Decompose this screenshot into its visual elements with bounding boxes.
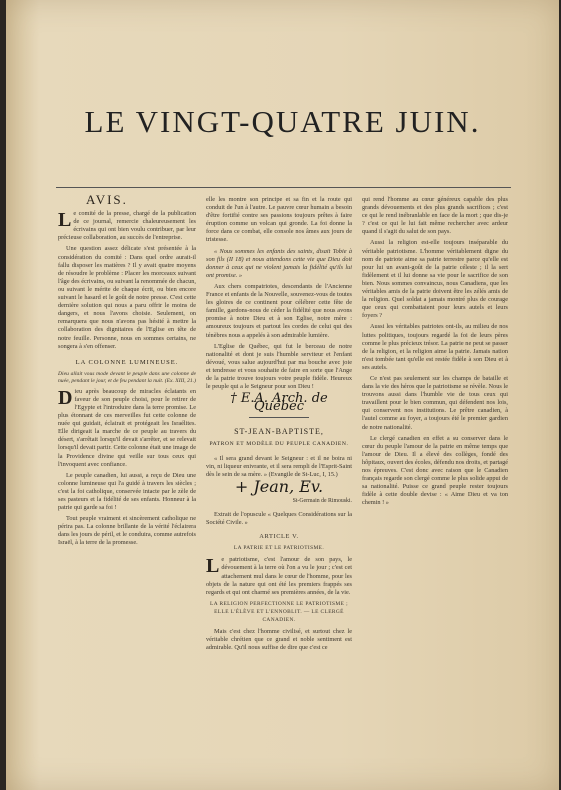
religion-subheading: LA RELIGION PERFECTIONNE LE PATRIOTISME ; ELLE L'ÉLÈVE ET L'ENNOBLIT. — LE CLERGÉ CANADIEN. <box>210 600 348 624</box>
article-subheading: LA PATRIE ET LE PATRIOTISME. <box>233 545 325 552</box>
avis-paragraph-1: Le comité de la presse, chargé de la publication de ce journal, remercie chaleureusement les écrivains qui ont bien voulu contribuer, par leur précieuse collaboration, au succès de l'entreprise. <box>58 209 196 242</box>
patrie-paragraph-2: Mais c'est chez l'homme civilisé, et surtout chez le véritable chrétien que ce grand et noble sentiment est admirable. Qu'il nous suffise de dire que c'est ce <box>206 628 352 652</box>
section-heading-colonne: LA COLONNE LUMINEUSE. <box>75 358 179 366</box>
colonne-paragraph-3: Tout peuple vraiment et sincèrement catholique ne périra pas. La colonne brillante de la vérité l'éclairera dans les jours de péril, et le conduira, comme autrefois Israël, à la terre de la promesse. <box>58 515 196 547</box>
page-title: LE VINGT-QUATRE JUIN. <box>84 104 481 139</box>
middle-quote: « Nous sommes les enfants des saints, disait Tobie à son fils (II 18) et nous attendons cette vie que Dieu doit donner à ceux qui ne violent jamais la fidélité qu'ils lui ont promise. » <box>206 247 352 279</box>
drop-cap: L <box>58 209 72 232</box>
article-title-st-jean: ST-JEAN-BAPTISTE, <box>234 427 324 437</box>
article-heading: ARTICLE V. <box>259 533 299 541</box>
patrie-paragraph-1: Le patriotisme, c'est l'amour de son pays, le dévouement à la terre où l'on a vu le jour ; c'est cet attachement mul dans le cœur de l'homme, pour les objets de la nature qui ont été les premiers frappés ses regards et qui ont charmé ses premières années, de la vie. <box>206 555 352 596</box>
middle-paragraph-1: Aux chers compatriotes, descendants de l'Ancienne France et enfants de la Nouvelle, souvenez-vous de toutes les gloires de ce continent pour célébrer cette fête de famille, gardons-nous de céder la fidélité que nous avons promise à notre Dieu et à son Eglise, notre mère : amoureux toujours et partout les cordes de celui qui des ténèbres nous a appelés à son admirable lumière. <box>206 282 353 339</box>
signature-archbishop: † E.A. Arch. de Québec <box>230 391 328 415</box>
epigraph: Dieu allait vous mode devant le peuple dans une colonne de nuée, pendant le jour, et de feu pendant la nuit. (Ex. XIII, 21.) <box>58 370 196 384</box>
column-middle <box>206 196 352 655</box>
st-jean-quote: « Il sera grand devant le Seigneur : et il ne boira ni vin, ni liqueur enivrante, et il sera rempli de l'Esprit-Saint dès le sein de sa mère. » (Evangile de St-Luc, I, 15.) <box>206 454 352 478</box>
right-paragraph-4: Ce n'est pas seulement sur les champs de bataille et dans la vie des héros que le patriotisme se révèle. Nous le trouvons aussi dans l'humble vie de tous ceux qui travaillent pour le bien commun, qui défendent nos lois, qui conservent nos institutions. Le prêtre canadien, à l'autel comme au foyer, a toujours été le premier gardien de notre nationalité. <box>362 374 508 431</box>
newspaper-page <box>6 0 559 790</box>
drop-cap: D <box>58 386 73 409</box>
avis-heading: AVIS. <box>86 192 128 207</box>
right-paragraph-5: Le clergé canadien en effet a su conserver dans le cœur du peuple l'amour de la patrie en même temps que l'amour de Dieu. Il a élevé des collèges, fondé des hôpitaux, ouvert des écoles, défendu nos droits, et partagé nos épreuves. C'est donc avec raison que le Canadien français regarde son clergé comme le plus solide appui de sa nationalité. Puisse ce grand peuple rester toujours fidèle à cette double devise : « Aime Dieu et va ton chemin ! » <box>362 434 509 507</box>
title-rule <box>56 187 511 188</box>
middle-intro: elle les montre son principe et sa fin et la route qui conduit de l'un à l'autre. Le pauvre cœur humain a besoin d'être fortifié contre ses passions toujours prêtes à faire éruption comme un volcan qui gronde. La foi donne la force dans ce combat, elle console nos âmes aux jours de tristesse. <box>206 196 352 244</box>
drop-cap: L <box>206 555 220 578</box>
right-paragraph-2: Aussi la religion est-elle toujours inséparable du véritable patriotisme. L'homme véritablement digne du nom de patriote aime sa patrie terrestre parce qu'elle est pour lui un avant-goût de la patrie céleste ; il la sert fidèlement et il lui donne sa vie pour le sacrifice de son bien. Nous sommes convaincus, nous Canadiens, que les véritables amis de la patrie doivent être les zélés amis de la religion. Quel soldat a jamais montré plus de courage que ceux qui combattaient pour leurs autels et leurs foyers ? <box>362 239 508 320</box>
signature-bishop: + Jean, Ev. <box>234 476 324 496</box>
extract-note: Extrait de l'opuscule « Quelques Considérations sur la Société Civile. » <box>206 511 352 527</box>
right-paragraph-3: Aussi les véritables patriotes ont-ils, au milieu de nos luttes politiques, toujours regardé la foi de leurs pères comme le plus précieux trésor. La patrie ne peut se passer de la religion, et la religion aime la patrie. Jamais nation n'est tombée tant qu'elle est restée fidèle à son Dieu et à ses autels. <box>362 323 508 371</box>
column-left <box>58 192 196 551</box>
signature-location: St-Germain de Rimouski. <box>292 497 352 504</box>
avis-paragraph-2: Une question assez délicate s'est présentée à la considération du comité : Dans quel ordre aurait-il fallu disposer les matières ? Il y avait quatre moyens de résoudre le problème : Placer les morceaux suivant l'âge des écrivains, ou suivant la renommée de chacun, ou suivant le mérite de chaque écrit, ou bien encore suivant le hasard et le goût de notre presse. C'est cette dernière solution qui nous a paru offrir le moins de dangers, et nous l'avons choisie. Seulement, on remarquera que nous n'avons pas hésité à mettre la collaboration des dignitaires de l'Eglise en tête de notre feuille. Personne, nous en sommes certains, ne songera à s'en offenser. <box>58 245 196 350</box>
colonne-paragraph-2: Le peuple canadien, lui aussi, a reçu de Dieu une colonne lumineuse qui l'a guidé à travers les siècles ; c'est la foi catholique, conservée intacte par le zèle de ses pasteurs et la fidélité de ses enfants. Honneur à la patrie qui garde sa foi ! <box>58 471 196 512</box>
separator-rule <box>249 417 309 418</box>
column-right <box>362 196 508 510</box>
middle-paragraph-2: L'Eglise de Québec, qui fut le berceau de notre nationalité et dont je suis l'humble serviteur et l'enfant dévoué, vous salue aujourd'hui par ma bouche avec joie et tendresse et vous souhaite de faire en sorte que l'Ange de la patrie trouve toujours votre peuple fidèle. Heureux le peuple qui a le Seigneur pour son Dieu ! <box>206 342 352 391</box>
article-subtitle: PATRON ET MODÈLE DU PEUPLE CANADIEN. <box>209 441 349 448</box>
right-paragraph-1: qui rend l'homme au cœur généreux capable des plus grands dévouements et des plus grands sacrifices ; c'est ce qui le rend inébranlable en face de la mort ; que dis-je ? c'est ce qui le lui fait même rechercher avec ardeur quand il s'agit du salut de son pays. <box>362 196 508 236</box>
colonne-paragraph-1: Dieu après beaucoup de miracles éclatants en faveur de son peuple choisi, pour le retirer de l'Egypte et l'introduire dans la terre promise. Le plus étonnant de ces merveilles fut cette colonne de nuée qui guidait, éclairait et protégeait les Israélites. Elle dirigeait la marche de ce peuple au travers du désert, s'arrêtait lorsqu'il devait s'arrêter, et se relevait lorsqu'il devait partir. Cette colonne était une image de la Providence divine qui veille sur tous ceux qui l'invoquent avec confiance. <box>58 386 196 468</box>
